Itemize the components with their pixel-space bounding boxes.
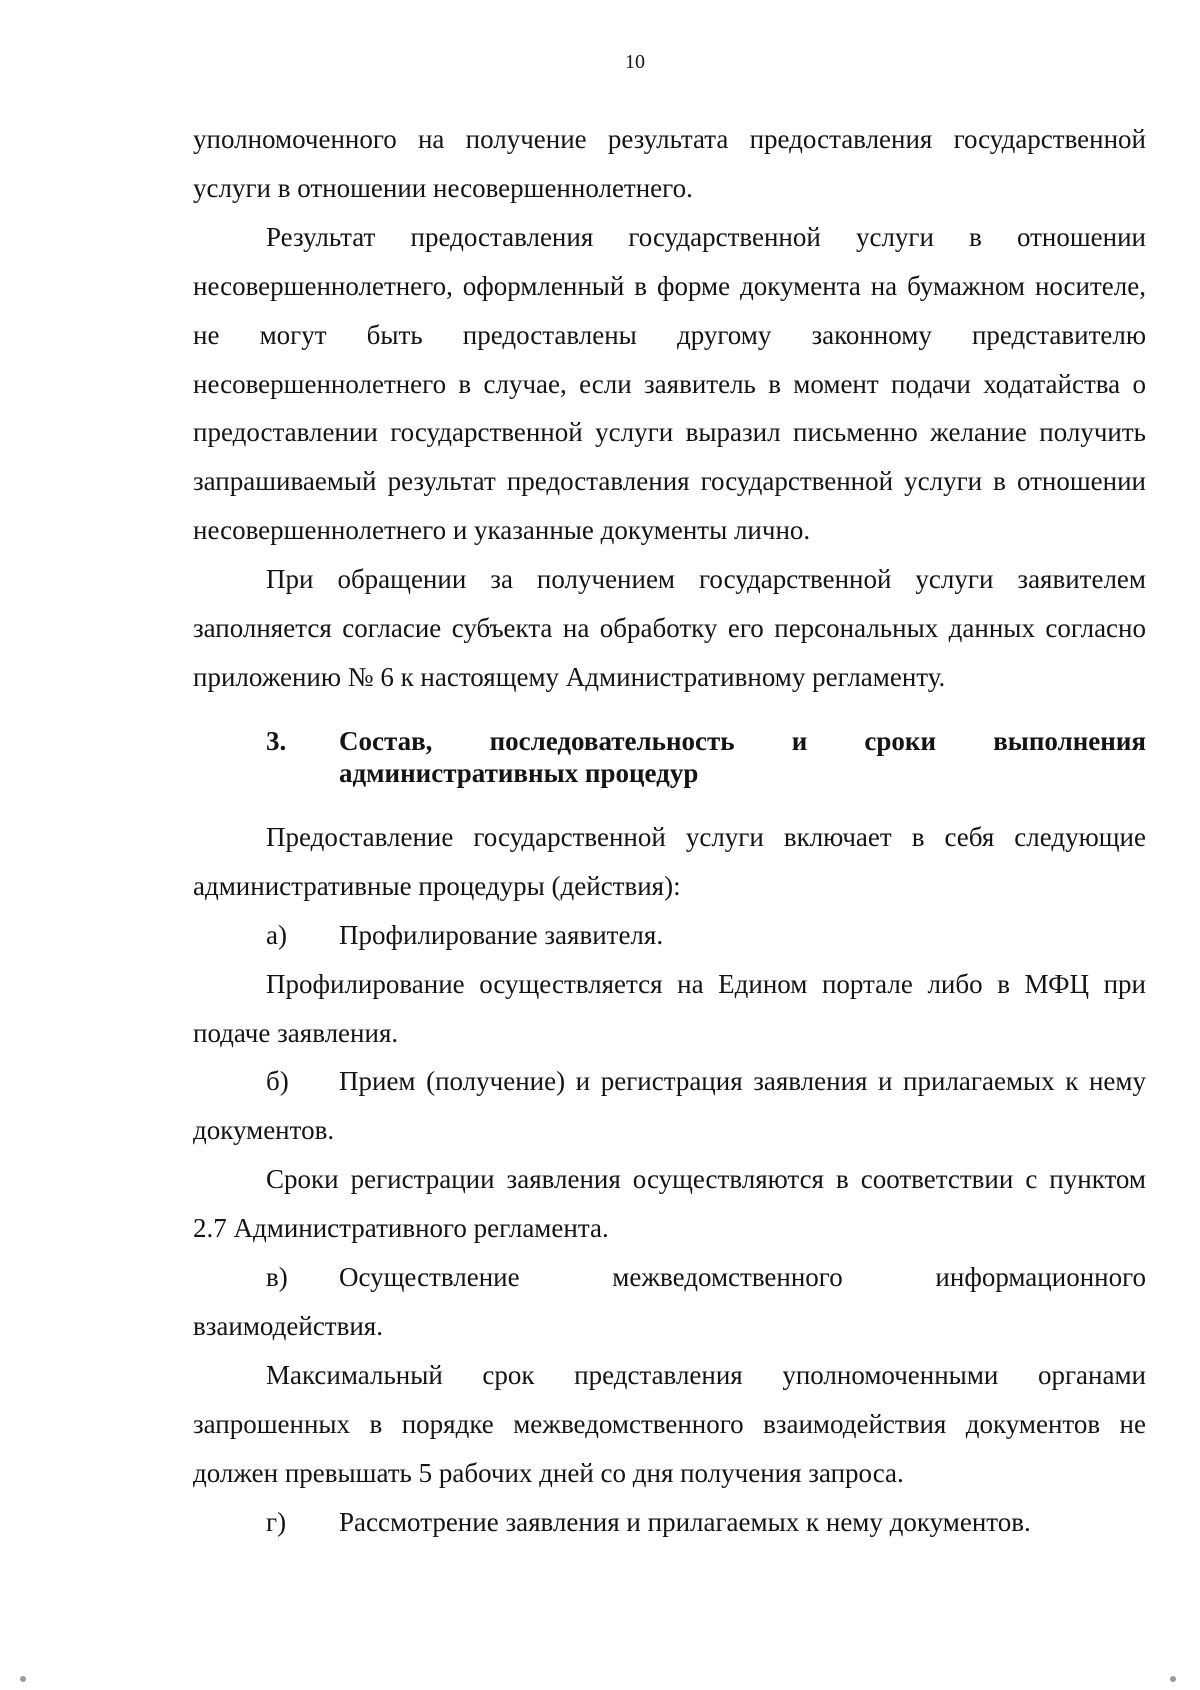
scan-artifact-right [1170,1676,1176,1682]
list-text-v: Осуществление межведомственного информационного взаимодействия. [193,1262,1146,1341]
section-heading [193,725,1146,789]
paragraph-procedures-intro: Предоставление государственной услуги включает в себя следующие административные процедуры (действия): [193,821,1146,901]
list-marker-g: г) [266,1506,287,1537]
list-item-b [193,1057,1146,1155]
scan-artifact-left [20,1676,26,1682]
paragraph-profiling: Профилирование осуществляется на Едином портале либо в МФЦ при подаче заявления. [193,968,1146,1048]
list-item-a [193,911,1146,960]
list-text-a: Профилирование заявителя. [339,919,664,950]
list-marker-v: в) [266,1262,288,1293]
section-number: 3. [266,725,287,756]
list-text-g: Рассмотрение заявления и прилагаемых к нему документов. [339,1506,1031,1537]
paragraph-registration-terms: Сроки регистрации заявления осуществляются в соответствии с пунктом 2.7 Административного регламента. [193,1164,1146,1244]
paragraph-continuation: уполномоченного на получение результата предоставления государственной услуги в отношении несовершеннолетнего. [193,124,1146,203]
paragraph-max-term: Максимальный срок представления уполномоченными органами запрошенных в порядке межведомственного взаимодействия документов не должен превышать 5 рабочих дней со дня получения запроса. [193,1359,1146,1488]
paragraph-consent: При обращении за получением государственной услуги заявителем заполняется согласие субъекта на обработку его персональных данных согласно приложению № 6 к настоящему Административному регламенту. [193,564,1146,692]
document-body [193,115,1146,1546]
paragraph-result-delivery: Результат предоставления государственной услуги в отношении несовершеннолетнего, оформленный в форме документа на бумажном носителе, не могут быть предоставлены другому законному представителю несовершеннолетнего в случае, если заявитель в момент подачи ходатайства о предоставлении государственной услуги выразил письменно желание получить запрашиваемый результат предоставления государственной услуги в отношении несовершеннолетнего и указанные документы лично. [193,221,1146,546]
section-title: Состав, последовательность и сроки выполнения административных процедур [339,725,1146,788]
list-marker-a: а) [266,919,287,950]
list-text-b: Прием (получение) и регистрация заявления и прилагаемых к нему документов. [193,1066,1146,1146]
list-item-v [193,1253,1146,1351]
list-marker-b: б) [266,1066,289,1097]
list-item-g [193,1498,1146,1547]
page-number: 10 [625,51,645,73]
